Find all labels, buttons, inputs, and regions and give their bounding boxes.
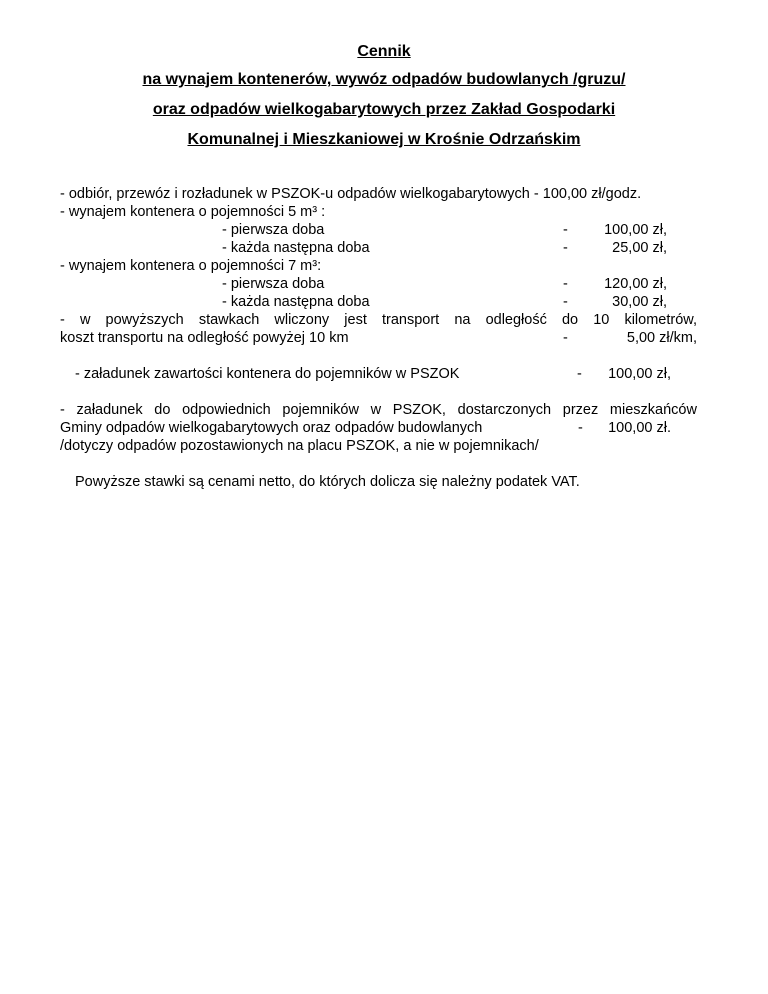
document-title: Cennik	[357, 43, 411, 60]
zaladunek-label: - załadunek zawartości kontenera do pojemników w PSZOK	[75, 366, 460, 382]
pojemniki-word: -	[60, 402, 65, 418]
transport-word: odległość	[485, 312, 547, 328]
transport-word: w	[79, 312, 91, 328]
k5-first-day-price: 100,00 zł,	[604, 222, 667, 238]
heading-line-3: Komunalnej i Mieszkaniowej w Krośnie Odrzańskim	[187, 131, 581, 148]
transport-word: powyższych	[105, 312, 184, 328]
pojemniki-word: dostarczonych	[457, 402, 552, 418]
transport-word: transport	[381, 312, 440, 328]
heading-line-1: na wynajem kontenerów, wywóz odpadów budowlanych /gruzu/	[142, 71, 626, 88]
transport-word: do	[561, 312, 579, 328]
k5-next-day-label: - każda następna doba	[222, 240, 370, 256]
k5-first-day-dash: -	[563, 222, 568, 238]
k7-next-day-dash: -	[563, 294, 568, 310]
pojemniki-word: PSZOK,	[392, 402, 446, 418]
k5-first-day-label: - pierwsza doba	[222, 222, 325, 238]
k5-next-day-dash: -	[563, 240, 568, 256]
transport-line-1	[60, 311, 697, 329]
item-odbior: - odbiór, przewóz i rozładunek w PSZOK-u odpadów wielkogabarytowych - 100,00 zł/godz.	[60, 186, 642, 202]
pojemniki-word: pojemników	[282, 402, 359, 418]
pojemniki-line-3: /dotyczy odpadów pozostawionych na placu PSZOK, a nie w pojemnikach/	[60, 438, 539, 454]
k7-next-day-label: - każda następna doba	[222, 294, 370, 310]
k7-first-day-label: - pierwsza doba	[222, 276, 325, 292]
pojemniki-word: załadunek	[76, 402, 143, 418]
pojemniki-line-1	[60, 401, 697, 419]
transport-dash: -	[563, 330, 568, 346]
transport-word: stawkach	[198, 312, 260, 328]
pojemniki-price: 100,00 zł.	[608, 420, 671, 436]
zaladunek-price: 100,00 zł,	[608, 366, 671, 382]
transport-word: -	[60, 312, 65, 328]
transport-line-2: koszt transportu na odległość powyżej 10 km	[60, 330, 349, 346]
pojemniki-word: odpowiednich	[182, 402, 271, 418]
pojemniki-line-2: Gminy odpadów wielkogabarytowych oraz odpadów budowlanych	[60, 420, 483, 436]
transport-word: jest	[344, 312, 367, 328]
transport-word: wliczony	[274, 312, 330, 328]
vat-note: Powyższe stawki są cenami netto, do których dolicza się należny podatek VAT.	[75, 474, 580, 490]
zaladunek-dash: -	[577, 366, 582, 382]
item-kontener-7m3: - wynajem kontenera o pojemności 7 m³:	[60, 258, 322, 274]
pojemniki-word: mieszkańców	[609, 402, 697, 418]
transport-word: na	[454, 312, 471, 328]
k5-next-day-price: 25,00 zł,	[612, 240, 667, 256]
pojemniki-word: do	[154, 402, 171, 418]
item-kontener-5m3: - wynajem kontenera o pojemności 5 m³ :	[60, 204, 326, 220]
transport-word: kilometrów,	[624, 312, 697, 328]
transport-price: 5,00 zł/km,	[626, 330, 697, 346]
pojemniki-word: przez	[562, 402, 599, 418]
k7-next-day-price: 30,00 zł,	[612, 294, 667, 310]
pojemniki-word: w	[370, 402, 382, 418]
k7-first-day-dash: -	[563, 276, 568, 292]
heading-line-2: oraz odpadów wielkogabarytowych przez Zakład Gospodarki	[152, 101, 616, 118]
transport-word: 10	[593, 312, 610, 328]
k7-first-day-price: 120,00 zł,	[604, 276, 667, 292]
pojemniki-dash: -	[578, 420, 583, 436]
